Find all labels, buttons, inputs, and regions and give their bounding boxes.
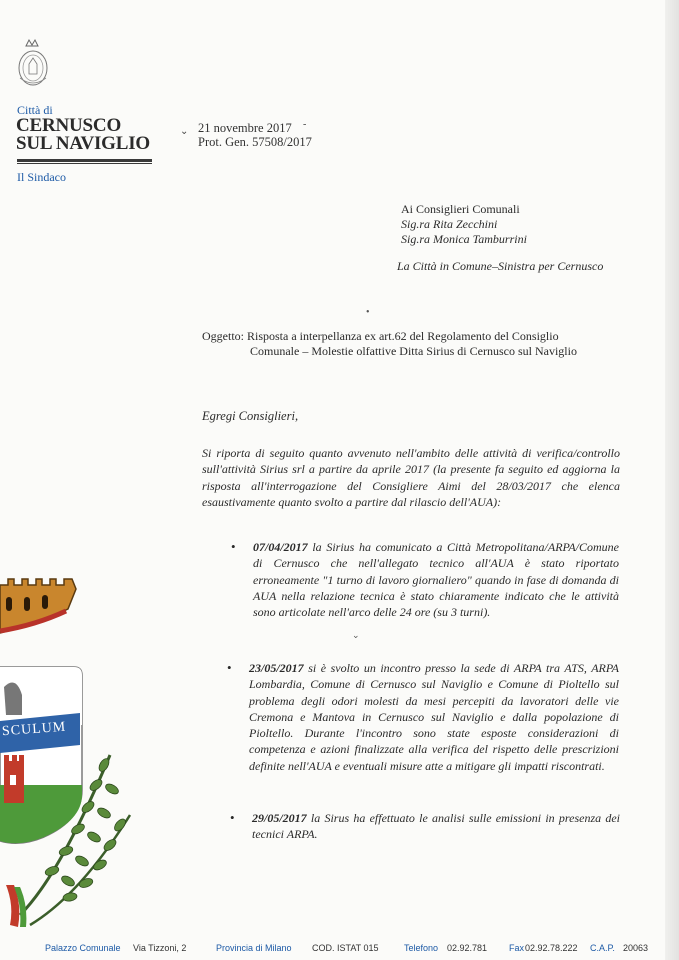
footer-provincia: Provincia di Milano — [216, 943, 292, 953]
letter-meta — [198, 121, 312, 149]
intro-paragraph: Si riporta di seguito quanto avvenuto nell'ambito delle attività di verifica/controllo sull'attività Sirius srl a partire da aprile 2017 (la presente fa seguito ed aggiorna la risposta all'interrogazione del Consigliere Aimi del 28/03/2017 che elenca esaustivamente quanto svolto a partire dal rilascio dell'AUA): — [202, 446, 620, 509]
bullet-icon: • — [230, 810, 235, 825]
subject-line2: Comunale – Molestie olfattive Ditta Sirius di Cernusco sul Naviglio — [250, 344, 577, 358]
subject-block — [202, 329, 612, 359]
item-text: la Sirius ha comunicato a Città Metropolitana/ARPA/Comune di Cernusco che nell'allegato tecnico all'AUA è stato riportato erroneamente "1 turno di lavoro giornaliero" quando in fase di domanda di AUA nella relazione tecnica è stato chiaramente indicato che le attività sono articolate nell'arco delle 24 ore (su 3 turni). — [253, 540, 619, 620]
footer-palazzo-label: Palazzo Comunale — [45, 943, 121, 953]
list-item — [227, 660, 619, 774]
footer-telefono: 02.92.781 — [447, 943, 488, 953]
item-date: 29/05/2017 — [252, 811, 307, 825]
header-rule — [17, 159, 152, 162]
bullet-icon: • — [227, 660, 232, 675]
footer-fax: 02.92.78.222 — [525, 943, 578, 953]
stray-mark: ⌄ — [352, 630, 360, 640]
subject-line1: Risposta a interpellanza ex art.62 del Regolamento del Consiglio — [247, 329, 559, 343]
subject-label: Oggetto: — [202, 329, 244, 343]
recipient-group: La Città in Comune–Sinistra per Cernusco — [397, 259, 604, 273]
page-edge-shadow — [665, 0, 679, 960]
stray-mark: • — [366, 307, 370, 318]
footer-cap-label: C.A.P. — [590, 943, 615, 953]
recipient-name: Sig.ra Rita Zecchini — [401, 217, 498, 231]
protocol-number: Prot. Gen. 57508/2017 — [198, 135, 312, 149]
item-text: la Sirus ha effettuato le analisi sulle emissioni in presenza dei tecnici ARPA. — [252, 811, 620, 842]
city-name — [16, 117, 150, 153]
footer-fax-label: Fax — [509, 943, 525, 953]
footer-telefono-label: Telefono — [404, 943, 439, 953]
list-item — [230, 810, 620, 843]
pen-mark: - — [303, 119, 307, 130]
pen-mark: ⌄ — [180, 126, 189, 137]
city-crest-small-icon — [12, 38, 54, 90]
footer-address: Via Tizzoni, 2 — [133, 943, 187, 953]
city-crest-watermark-icon — [0, 575, 140, 935]
item-text: si è svolto un incontro presso la sede di ARPA tra ATS, ARPA Lombardia, Comune di Cernusco sul Naviglio e Comune di Pioltello sul problema degli odori molesti da mesi percepiti da lavoratori delle vie Cremona e Mantova in Cernusco sul Naviglio e dalla popolazione di Pioltello. Durante l'incontro sono state esposte considerazioni di competenza e azioni finalizzate alla verifica del rispetto delle prescrizioni definite nell'AUA e eventuali misure atte a mitigare gli impatti riscontrati. — [249, 661, 619, 773]
footer-istat: COD. ISTAT 015 — [312, 943, 379, 953]
recipient-line: Ai Consiglieri Comunali — [401, 202, 520, 216]
letter-date: 21 novembre 2017 — [198, 121, 292, 135]
greeting: Egregi Consiglieri, — [202, 409, 299, 423]
header-rule-thin — [17, 163, 152, 164]
recipient-name: Sig.ra Monica Tamburrini — [401, 232, 527, 246]
crest-motto: SCULUM — [1, 719, 67, 740]
office-label: Il Sindaco — [17, 170, 66, 184]
list-item — [231, 539, 619, 620]
city-name-line2: SUL NAVIGLIO — [16, 133, 150, 154]
bullet-icon: • — [231, 539, 236, 554]
item-date: 07/04/2017 — [253, 540, 308, 554]
footer-cap: 20063 — [623, 943, 649, 953]
city-name-line1: CERNUSCO — [16, 115, 122, 136]
item-date: 23/05/2017 — [249, 661, 304, 675]
footer — [0, 937, 679, 959]
recipients-block — [401, 202, 527, 247]
city-prefix: Città di — [17, 103, 53, 117]
